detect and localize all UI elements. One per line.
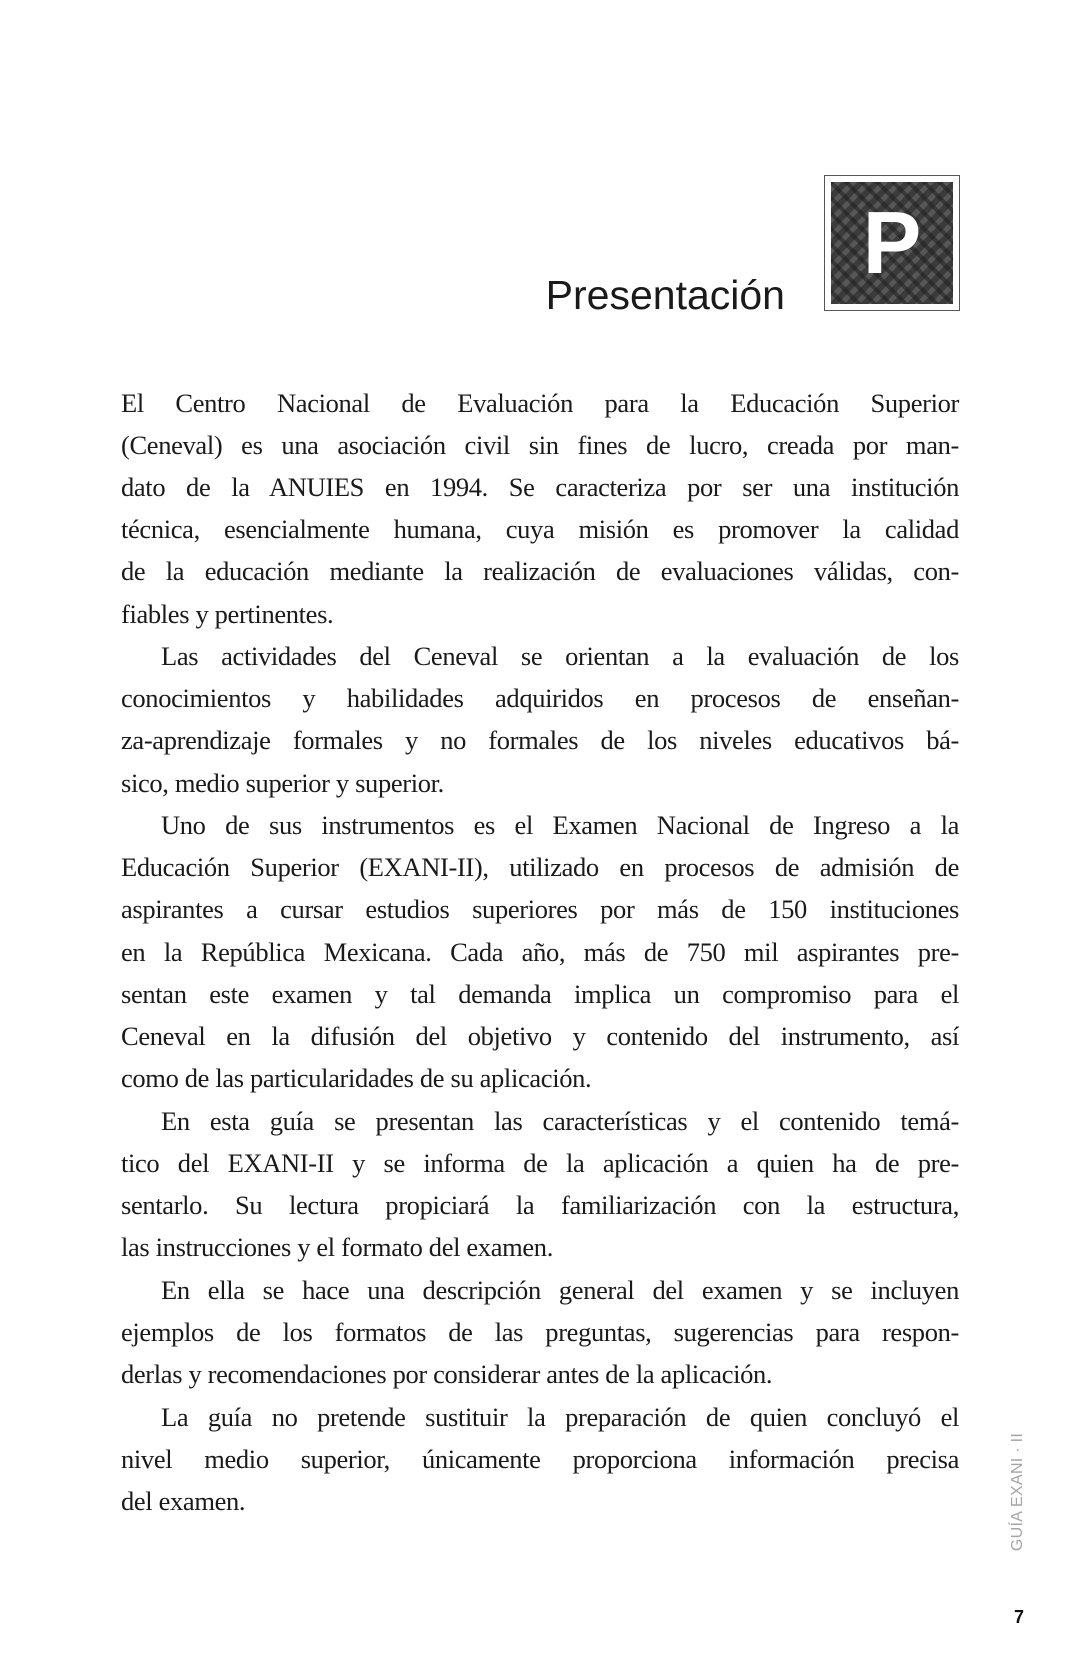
text-line: conocimientos y habilidades adquiridos en procesos de enseñan- — [121, 683, 959, 713]
text-line: del examen. — [121, 1486, 246, 1516]
text-line: ejemplos de los formatos de las preguntas, sugerencias para respon- — [121, 1317, 959, 1347]
text-line: en la República Mexicana. Cada año, más de 750 mil aspirantes pre- — [121, 937, 959, 967]
badge-pattern — [831, 182, 953, 304]
page-number: 7 — [1013, 1607, 1024, 1627]
text-line: tico del EXANI-II y se informa de la aplicación a quien ha de pre- — [121, 1148, 959, 1178]
text-line: En esta guía se presentan las características y el contenido temá- — [161, 1106, 959, 1136]
text-line: El Centro Nacional de Evaluación para la Educación Superior — [121, 388, 959, 418]
text-line: las instrucciones y el formato del examen. — [121, 1232, 553, 1262]
text-line: derlas y recomendaciones por considerar antes de la aplicación. — [121, 1359, 773, 1389]
text-line: Uno de sus instrumentos es el Examen Nacional de Ingreso a la — [161, 810, 959, 840]
text-line: técnica, esencialmente humana, cuya misión es promover la calidad — [121, 514, 959, 544]
text-line: Educación Superior (EXANI-II), utilizado en procesos de admisión de — [121, 852, 959, 882]
running-head: GUÍA EXANI · II — [1009, 1432, 1026, 1552]
text-line: aspirantes a cursar estudios superiores por más de 150 instituciones — [121, 894, 959, 924]
text-line: Ceneval en la difusión del objetivo y contenido del instrumento, así — [121, 1021, 959, 1051]
text-line: dato de la ANUIES en 1994. Se caracteriza por ser una institución — [121, 472, 959, 502]
text-line: La guía no pretende sustituir la preparación de quien concluyó el — [161, 1402, 959, 1432]
text-line: sentan este examen y tal demanda implica un compromiso para el — [121, 979, 959, 1009]
text-line: fiables y pertinentes. — [121, 599, 334, 629]
text-line: de la educación mediante la realización de evaluaciones válidas, con- — [121, 556, 959, 586]
text-line: nivel medio superior, únicamente proporciona información precisa — [121, 1444, 959, 1474]
text-line: sico, medio superior y superior. — [121, 768, 444, 798]
badge-letter: P — [862, 193, 922, 292]
section-badge — [824, 175, 960, 311]
text-line: sentarlo. Su lectura propiciará la familiarización con la estructura, — [121, 1190, 959, 1220]
text-line: Las actividades del Ceneval se orientan a la evaluación de los — [161, 641, 959, 671]
text-line: como de las particularidades de su aplicación. — [121, 1063, 592, 1093]
page-title: Presentación — [545, 272, 785, 319]
text-line: En ella se hace una descripción general del examen y se incluyen — [161, 1275, 959, 1305]
text-line: za-aprendizaje formales y no formales de los niveles educativos bá- — [121, 725, 959, 755]
text-line: (Ceneval) es una asociación civil sin fines de lucro, creada por man- — [121, 430, 959, 460]
